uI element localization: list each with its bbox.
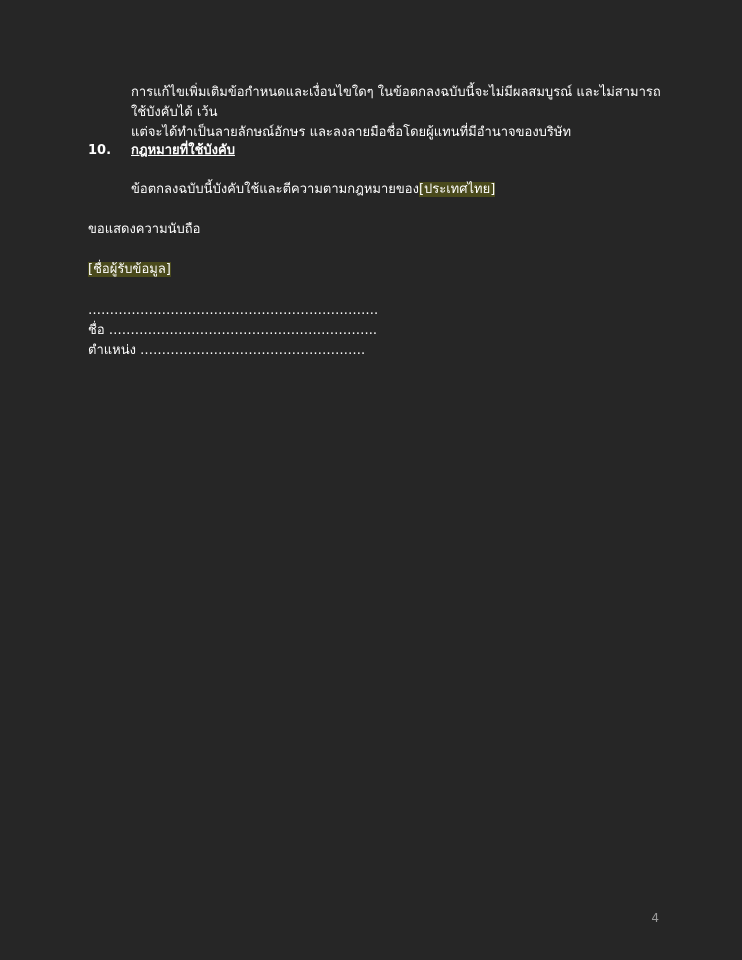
signature-position-line: ตำแหน่ง ……………………………………………. [88,343,366,358]
signature-line: …………………………………………………………. [88,303,379,318]
country-placeholder: [ประเทศไทย] [418,182,496,197]
section-number: 10. [88,143,112,158]
section-title: กฎหมายที่ใช้บังคับ [131,143,235,158]
amendment-line-1: การแก้ไขเพิ่มเติมข้อกำหนดและเงื่อนไขใดๆ ในข้อตกลงฉบับนี้จะไม่มีผลสมบูรณ์ และไม่สามารถใช้บังคับได้ เว้น [131,85,661,120]
amendment-line-2: แต่จะได้ทำเป็นลายลักษณ์อักษร และลงลายมือชื่อโดยผู้แทนที่มีอำนาจของบริษัท [131,125,572,140]
closing-salutation: ขอแสดงความนับถือ [88,222,201,237]
recipient-name-block [88,260,648,280]
signature-name-line: ชื่อ …………………………………………………….. [88,323,378,338]
signature-block [88,301,648,361]
governing-law-text: ข้อตกลงฉบับนี้บังคับใช้และตีความตามกฎหมายของ [131,182,419,197]
section-10-heading [88,141,648,161]
recipient-placeholder: [ชื่อผู้รับข้อมูล] [88,262,171,277]
page-number: 4 [651,911,659,925]
amendment-paragraph [131,83,671,143]
governing-law-paragraph [131,180,671,200]
